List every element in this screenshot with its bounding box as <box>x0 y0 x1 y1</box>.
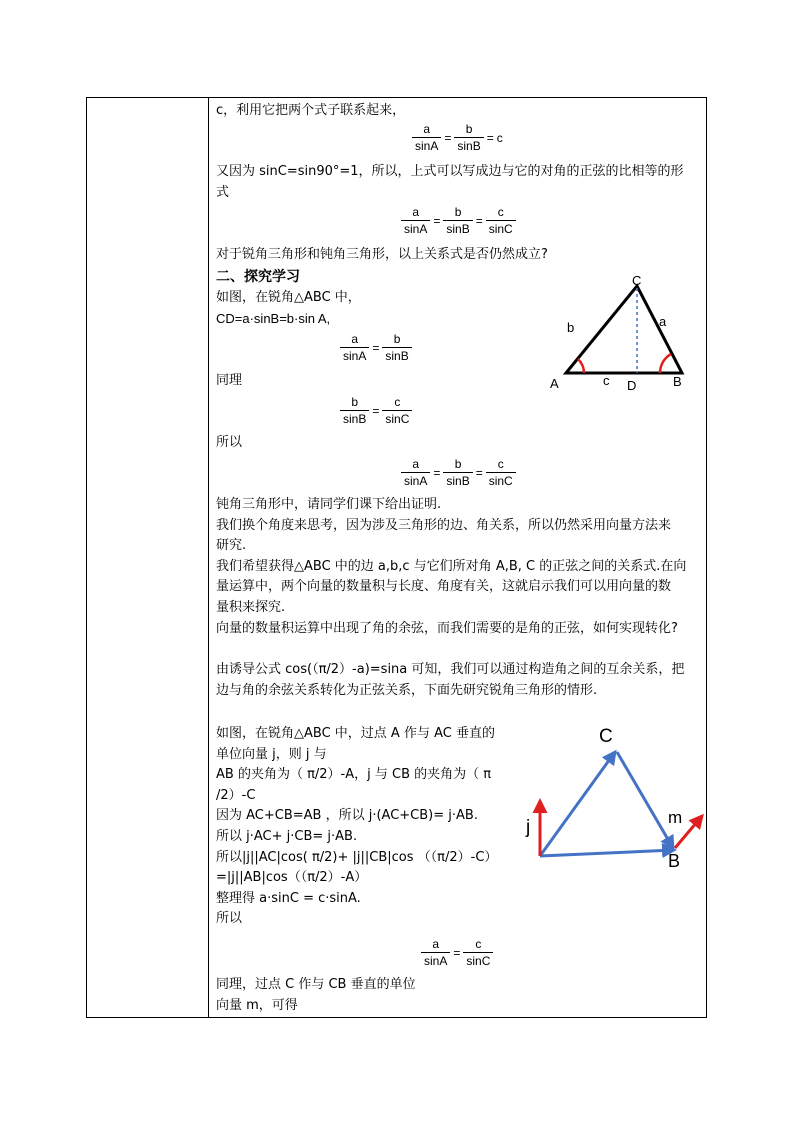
label-j-vector: j <box>526 817 531 838</box>
text-tongli-1: 同理 <box>216 373 243 388</box>
label-c-vector: C <box>599 726 613 747</box>
paragraph-induction: 由诱导公式 cos(（π/2）-a)=sina 可知，我们可以通过构造角之间的互余关系，把 边与角的余弦关系转化为正弦关系，下面先研究锐角三角形的情形. <box>216 662 685 698</box>
label-b-vertex: B <box>673 374 682 389</box>
label-b-side: b <box>567 320 575 335</box>
formula-b-c: $\frac{b}{\sin B}$ = $\frac{c}{\sin C}$ <box>340 394 412 427</box>
vector-ac <box>540 752 615 856</box>
column-divider <box>208 98 209 1017</box>
label-a-vertex: A <box>550 376 559 391</box>
formula-a-b-c: $\frac{a}{\sin A}$ = $\frac{b}{\sin B}$ = c <box>412 121 503 154</box>
angle-arc-a <box>578 359 584 373</box>
paragraph-final: 同理，过点 C 作与 CB 垂直的单位 向量 m，可得 <box>216 977 416 1013</box>
triangle-figure <box>540 272 700 397</box>
paragraph-vector-method: 钝角三角形中，请同学们课下给出证明. 我们换个角度来思考，因为涉及三角形的边、角关系，所以仍然采用向量方法来 研究. 我们希望获得△ABC 中的边 a,b,c 与它们所对角 A,B, C 的正弦之间的关系式.在向 量运算中，两个向量的数量积与长度、角度有关，这就启示我们可以用向量的数 量积来探究. 向量的数量积运算中出现了角的余弦，而我们需要的是角的正弦，如何实现转化? <box>216 497 687 636</box>
fraction-a-sinA: $\frac{a}{\sin A}$ <box>412 121 441 154</box>
formula-law-of-sines-2: $\frac{a}{\sin A}$ = $\frac{b}{\sin B}$ = $\frac{c}{\sin C}$ <box>401 456 516 489</box>
formula-a-b: $\frac{a}{\sin A}$ = $\frac{b}{\sin B}$ <box>340 331 412 364</box>
fraction-b-sinB: $\frac{b}{\sin B}$ <box>454 121 483 154</box>
vector-ab <box>540 850 674 856</box>
formula-law-of-sines-1: $\frac{a}{\sin A}$ = $\frac{b}{\sin B}$ = $\frac{c}{\sin C}$ <box>401 204 516 237</box>
question-line: 对于锐角三角形和钝角三角形，以上关系式是否仍然成立? <box>216 247 548 262</box>
paragraph-sinC: 又因为 sinC=sin90°=1，所以，上式可以写成边与它的对角的正弦的比相等的形 式 <box>216 164 684 200</box>
label-b-vector: B <box>668 851 681 871</box>
formula-a-c: $\frac{a}{\sin A}$ = $\frac{c}{\sin C}$ <box>421 936 493 969</box>
paragraph-acute: 如图，在锐角△ABC 中， CD=a·sinB=b·sin A, <box>216 290 361 326</box>
vector-triangle-figure <box>520 720 710 880</box>
label-c-side: c <box>603 373 610 388</box>
text-line-1: c，利用它把两个式子联系起来， <box>216 103 406 118</box>
label-c-vertex: C <box>632 273 642 288</box>
paragraph-vector-proof: 如图，在锐角△ABC 中，过点 A 作与 AC 垂直的 单位向量 j，则 j 与 AB 的夹角为（ π/2）-A，j 与 CB 的夹角为（ π /2）-C 因为 AC+CB=AB ，所以 j·(AC+CB)= j·AB. 所以 j·AC+ j·CB= j·AB. 所以|j||AC|cos( π/2)+ |j||CB|cos （（π/2）-C） =|j||AB|cos（（π/2）-A） 整理得 a·sinC = c·sinA. 所以 <box>216 726 498 927</box>
label-m-vector: m <box>668 808 683 827</box>
angle-arc-b <box>660 354 671 373</box>
text-suoyi-1: 所以 <box>216 435 243 450</box>
label-d-foot: D <box>627 378 637 393</box>
label-a-side: a <box>659 314 667 329</box>
vector-cb <box>617 752 673 848</box>
section-heading: 二、探究学习 <box>216 269 300 285</box>
